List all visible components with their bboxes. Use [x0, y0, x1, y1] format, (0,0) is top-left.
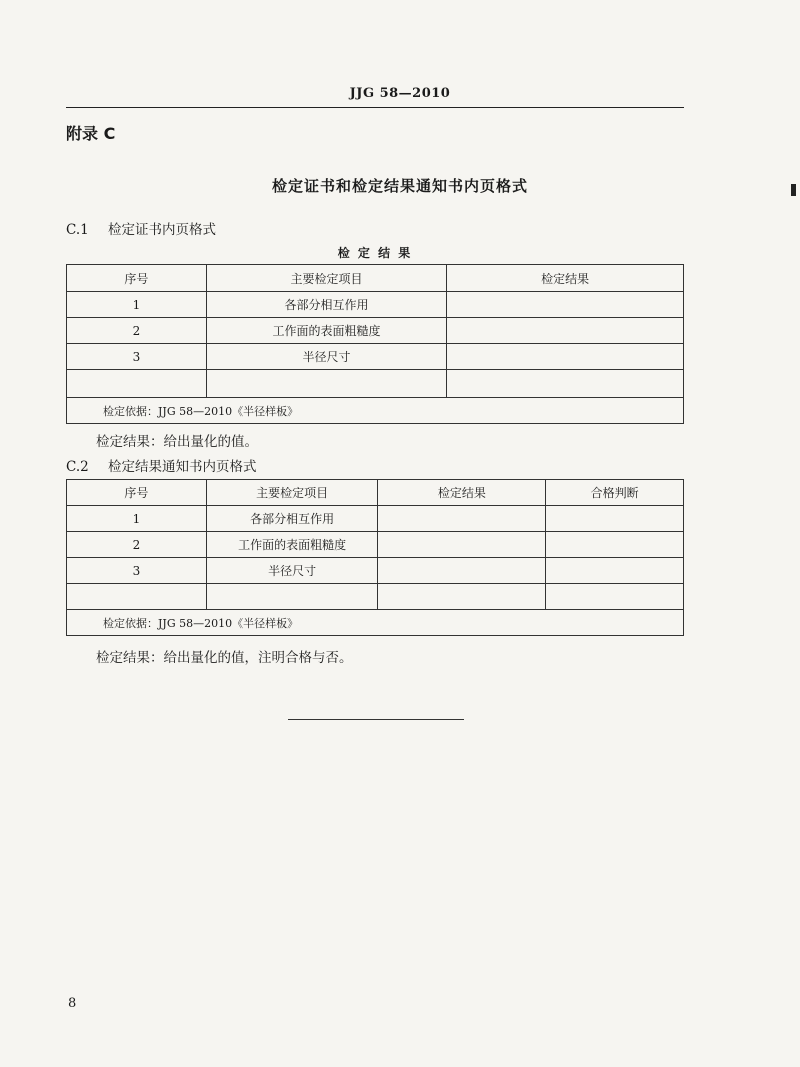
cell-result	[447, 318, 684, 344]
section2-heading	[66, 455, 257, 475]
col-header-result: 检定结果	[447, 265, 684, 292]
cell-no: 3	[67, 558, 207, 584]
section2-number: C.2	[66, 459, 89, 475]
section1-number: C.1	[66, 222, 89, 238]
header-rule	[66, 107, 684, 108]
cell-result	[378, 558, 546, 584]
verification-basis: 检定依据：JJG 58—2010《半径样板》	[67, 610, 684, 636]
cell-judge	[546, 506, 684, 532]
cell-result	[447, 370, 684, 398]
cell-result	[378, 584, 546, 610]
cell-result	[378, 532, 546, 558]
verification-basis: 检定依据：JJG 58—2010《半径样板》	[67, 398, 684, 424]
cell-no: 1	[67, 506, 207, 532]
notice-table	[66, 479, 684, 636]
basis-row	[67, 398, 684, 424]
end-rule	[288, 719, 464, 720]
table-row	[67, 558, 684, 584]
cell-item	[206, 584, 378, 610]
page-number: 8	[68, 996, 77, 1011]
page-header-code: JJG 58—2010	[349, 86, 451, 101]
col-header-result: 检定结果	[378, 480, 546, 506]
table-row	[67, 584, 684, 610]
appendix-label: 附录 C	[66, 124, 116, 143]
page-title: 检定证书和检定结果通知书内页格式	[271, 177, 528, 195]
cell-no	[67, 370, 207, 398]
table-row	[67, 532, 684, 558]
table-row	[67, 318, 684, 344]
section2-title: 检定结果通知书内页格式	[108, 459, 257, 475]
basis-row	[67, 610, 684, 636]
certificate-table	[66, 264, 684, 424]
cell-judge	[546, 558, 684, 584]
cell-no: 2	[67, 318, 207, 344]
col-header-judge: 合格判断	[546, 480, 684, 506]
cell-item: 各部分相互作用	[206, 292, 447, 318]
cell-item: 半径尺寸	[206, 558, 378, 584]
cell-no: 3	[67, 344, 207, 370]
section1-title: 检定证书内页格式	[108, 222, 216, 238]
table-row	[67, 292, 684, 318]
cell-item: 各部分相互作用	[206, 506, 378, 532]
cell-no: 2	[67, 532, 207, 558]
cell-item: 半径尺寸	[206, 344, 447, 370]
cell-result	[378, 506, 546, 532]
cell-no	[67, 584, 207, 610]
table-row	[67, 506, 684, 532]
cell-result	[447, 292, 684, 318]
section1-note: 检定结果：给出量化的值。	[96, 434, 258, 450]
table-header-row	[67, 480, 684, 506]
col-header-no: 序号	[67, 265, 207, 292]
cell-judge	[546, 532, 684, 558]
cell-item: 工作面的表面粗糙度	[206, 532, 378, 558]
table-row	[67, 370, 684, 398]
cell-item	[206, 370, 447, 398]
col-header-item: 主要检定项目	[206, 480, 378, 506]
section1-heading	[66, 218, 216, 238]
cell-no: 1	[67, 292, 207, 318]
cell-result	[447, 344, 684, 370]
col-header-item: 主要检定项目	[206, 265, 447, 292]
cell-judge	[546, 584, 684, 610]
col-header-no: 序号	[67, 480, 207, 506]
section1-caption: 检 定 结 果	[337, 246, 413, 260]
section2-note: 检定结果：给出量化的值，注明合格与否。	[96, 650, 353, 666]
cell-item: 工作面的表面粗糙度	[206, 318, 447, 344]
table-header-row	[67, 265, 684, 292]
table-row	[67, 344, 684, 370]
